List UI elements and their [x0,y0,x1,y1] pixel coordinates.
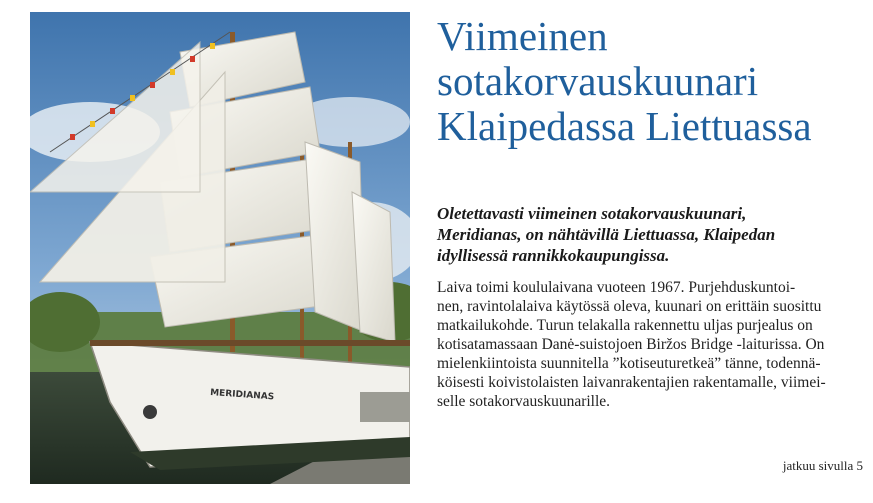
article-lead [437,203,837,266]
body-line: nen, ravintolalaiva käytössä oleva, kuunari on erittäin suosittu [437,298,822,315]
lead-line: Oletettavasti viimeinen sotakorvauskuunari, [437,204,747,223]
lead-line: idyllisessä rannikkokaupungissa. [437,246,670,265]
meridianas-ship-illustration [30,12,410,484]
article-title [437,14,857,149]
body-line: köisesti koivistolaisten laivanrakentajien rakentamalle, viimei- [437,374,826,391]
title-line: Klaipedassa Liettuassa [437,103,812,149]
lead-line: Meridianas, on nähtävillä Liettuassa, Klaipedan [437,225,776,244]
article-body [437,278,837,411]
body-line: Laiva toimi koululaivana vuoteen 1967. Purjehduskuntoi- [437,279,796,296]
body-line: selle sotakorvauskuunarille. [437,393,611,410]
title-line: sotakorvauskuunari [437,58,759,104]
body-line: matkailukohde. Turun telakalla rakennettu uljas purjealus on [437,317,813,334]
title-line: Viimeinen [437,13,608,59]
body-line: mielenkiintoista suunnitella ”kotiseuturetkeä” tänne, todennä- [437,355,821,372]
ship-photo [30,12,410,484]
hull-name: MERIDIANAS [209,388,275,403]
continued-on-page: jatkuu sivulla 5 [782,458,863,473]
body-line: kotisatamassaan Danė-suistojoen Biržos Bridge -laiturissa. On [437,336,825,353]
